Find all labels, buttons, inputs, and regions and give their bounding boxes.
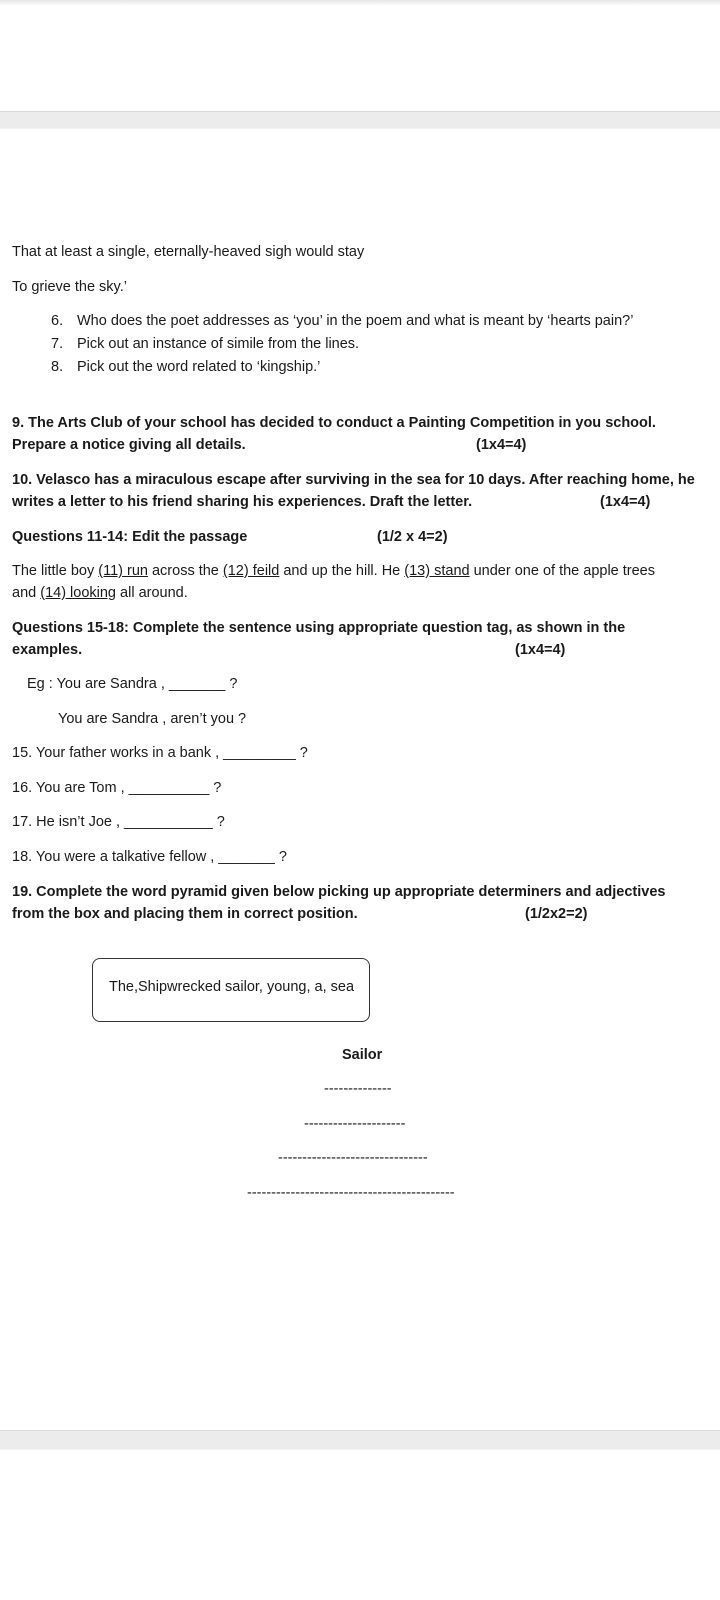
question-number: 8. [51, 359, 64, 375]
poem-line-2: To grieve the sky.’ [12, 279, 127, 295]
poem-line-1: That at least a single, eternally-heaved sigh would stay [12, 244, 365, 260]
question-number: 6. [51, 313, 64, 329]
top-shadow [0, 0, 720, 6]
q9-marks: (1x4=4) [476, 437, 527, 453]
pyramid-blank-4: ------------------------------------------- [247, 1185, 455, 1201]
tag-example-answer: You are Sandra , aren’t you ? [58, 711, 247, 727]
question-text: Who does the poet addresses as ‘you’ in the poem and what is meant by ‘hearts pain?’ [77, 313, 634, 329]
word-box-text: The,Shipwrecked sailor, young, a, sea [109, 979, 355, 995]
error-13: (13) stand [404, 563, 470, 579]
question-16: 16. You are Tom , __________ ? [12, 780, 222, 796]
pyramid-top-word: Sailor [342, 1047, 383, 1063]
pyramid-blank-3: ------------------------------- [278, 1150, 428, 1166]
question-17: 17. He isn’t Joe , ___________ ? [12, 814, 225, 830]
edit-passage-line-2 [12, 585, 188, 601]
edit-passage-line-1 [12, 563, 655, 579]
passage-text: The little boy [12, 563, 99, 579]
edit-heading: Questions 11-14: Edit the passage [12, 529, 248, 545]
passage-text: and up the hill. He [279, 563, 405, 579]
page-separator-bottom [0, 1430, 720, 1450]
pyramid-heading-line-1: 19. Complete the word pyramid given below picking up appropriate determiners and adjectives [12, 884, 666, 900]
tags-heading-line-1: Questions 15-18: Complete the sentence using appropriate question tag, as shown in the [12, 620, 626, 636]
error-14: (14) looking [40, 585, 116, 601]
passage-text: and [12, 585, 41, 601]
passage-text: all around. [116, 585, 188, 601]
tag-example: Eg : You are Sandra , _______ ? [27, 676, 238, 692]
q10-marks: (1x4=4) [600, 494, 651, 510]
tags-marks: (1x4=4) [515, 642, 566, 658]
error-11: (11) run [98, 563, 148, 579]
q10-line-1: 10. Velasco has a miraculous escape after surviving in the sea for 10 days. After reaching home, he [12, 472, 695, 488]
word-box [92, 958, 370, 1022]
tags-heading-line-2: examples. [12, 642, 83, 658]
question-15: 15. Your father works in a bank , _________ ? [12, 745, 308, 761]
page-separator-top [0, 111, 720, 129]
pyramid-blank-1: -------------- [324, 1081, 392, 1097]
pyramid-marks: (1/2x2=2) [525, 906, 588, 922]
q10-line-2: writes a letter to his friend sharing his experiences. Draft the letter. [12, 494, 473, 510]
error-12: (12) feild [222, 563, 280, 579]
question-number: 7. [51, 336, 64, 352]
pyramid-heading-line-2: from the box and placing them in correct position. [12, 906, 358, 922]
question-text: Pick out an instance of simile from the lines. [77, 336, 360, 352]
question-18: 18. You were a talkative fellow , _______ ? [12, 849, 287, 865]
question-text: Pick out the word related to ‘kingship.’ [77, 359, 321, 375]
passage-text: across the [147, 563, 223, 579]
edit-marks: (1/2 x 4=2) [377, 529, 448, 545]
question-8 [51, 359, 320, 375]
q9-line-2: Prepare a notice giving all details. [12, 437, 246, 453]
q9-line-1: 9. The Arts Club of your school has decided to conduct a Painting Competition in you school. [12, 415, 656, 431]
question-7 [51, 336, 359, 352]
pyramid-blank-2: --------------------- [304, 1116, 406, 1132]
question-6 [51, 313, 633, 329]
passage-text: under one of the apple trees [469, 563, 655, 579]
